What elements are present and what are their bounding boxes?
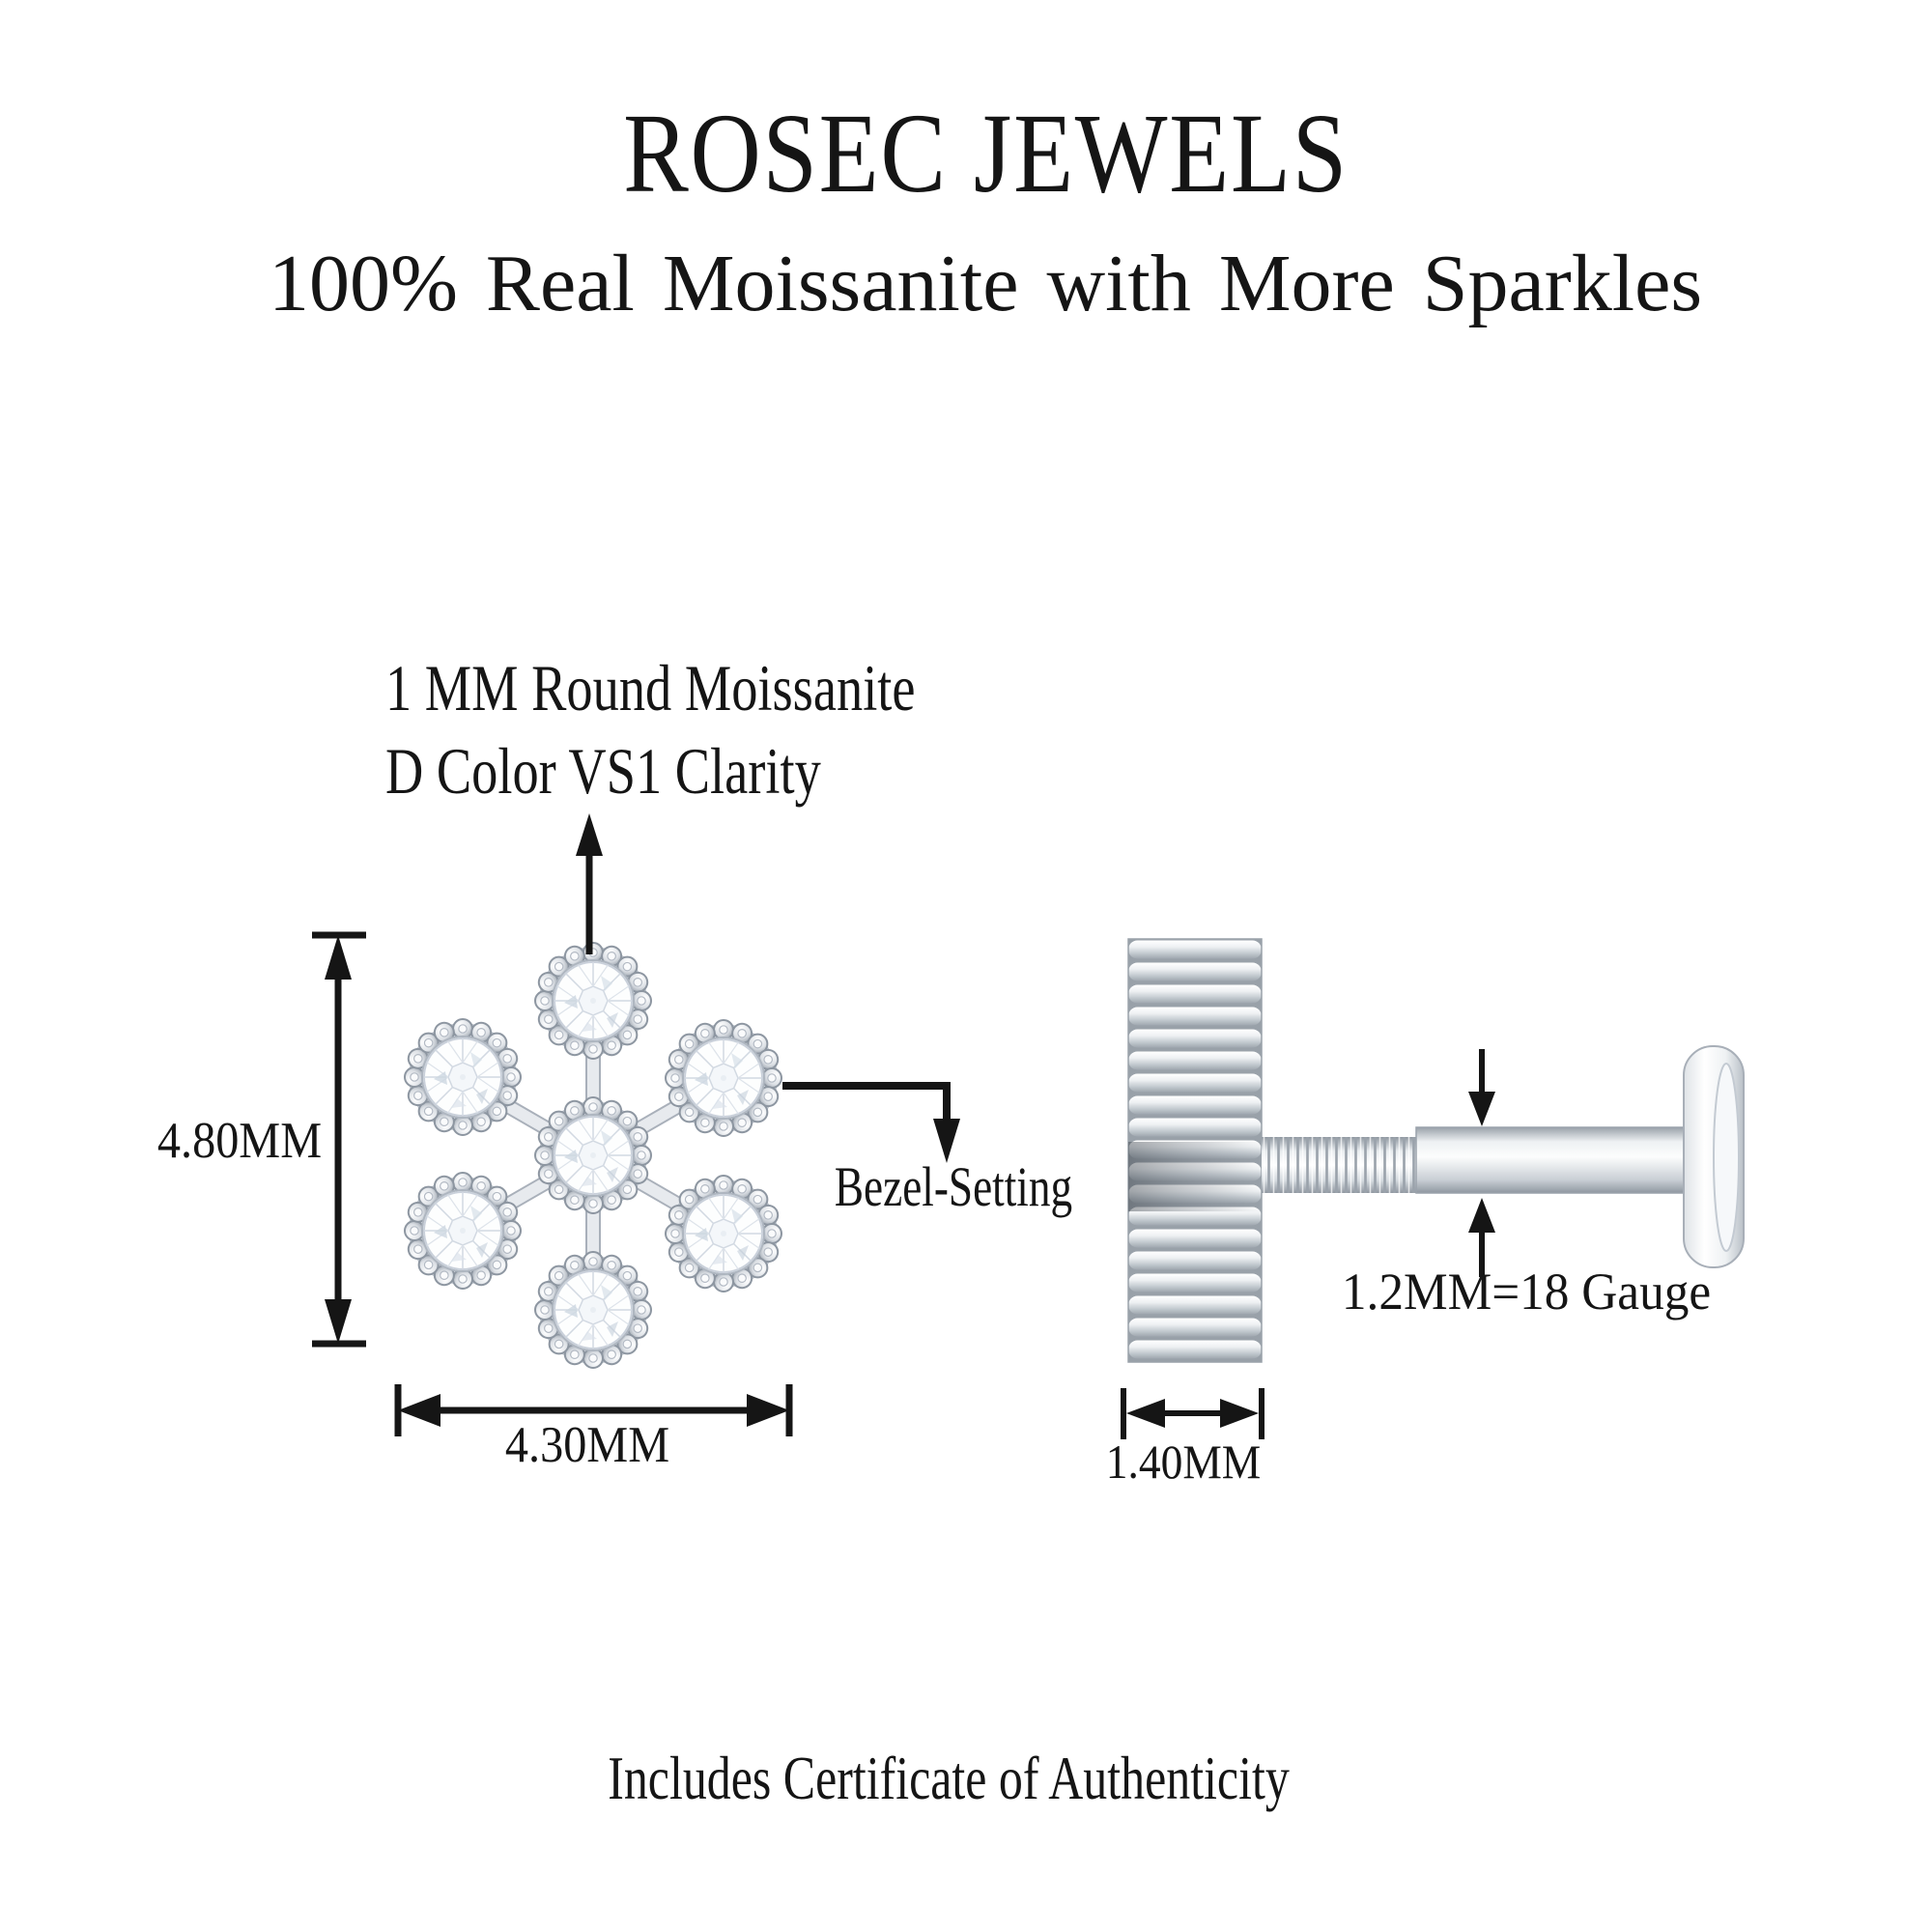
- flower-front-view: [405, 943, 781, 1368]
- back-width-label: 1.40MM: [1105, 1435, 1262, 1489]
- footer-note: Includes Certificate of Authenticity: [608, 1744, 1290, 1812]
- stone-note-arrow: [576, 813, 603, 954]
- brand-subtitle-text: 100% Real Moissanite with More Sparkles: [268, 239, 1703, 328]
- stone-bottom-right: [666, 1176, 781, 1292]
- back-disc-face: [1714, 1064, 1739, 1251]
- brand-subtitle: [39, 239, 1932, 328]
- back-width-dimension: [1123, 1388, 1262, 1439]
- bezel-setting-label: Bezel-Setting: [834, 1155, 1073, 1218]
- stone-top-right: [666, 1020, 781, 1136]
- brand-title: [39, 90, 1932, 216]
- brand-title-text: ROSEC JEWELS: [622, 90, 1349, 216]
- knurled-disc-shadow: [1128, 1142, 1262, 1211]
- stone-bottom: [535, 1252, 651, 1368]
- stone-note-line1: 1 MM Round Moissanite: [385, 651, 916, 724]
- screw-thread: [1262, 1137, 1416, 1193]
- gauge-label: 1.2MM=18 Gauge: [1341, 1263, 1712, 1321]
- stone-bottom-left: [405, 1173, 521, 1289]
- stone-top-left: [405, 1019, 521, 1135]
- stone-top: [535, 943, 651, 1059]
- stone-note: [385, 646, 916, 812]
- stone-center: [535, 1097, 651, 1213]
- bezel-setting-arrow: [782, 1086, 960, 1163]
- labret-post: [1416, 1127, 1690, 1193]
- width-dimension-label: 4.30MM: [504, 1417, 670, 1473]
- height-dimension-label: 4.80MM: [156, 1113, 323, 1169]
- stone-note-line2: D Color VS1 Clarity: [385, 734, 821, 808]
